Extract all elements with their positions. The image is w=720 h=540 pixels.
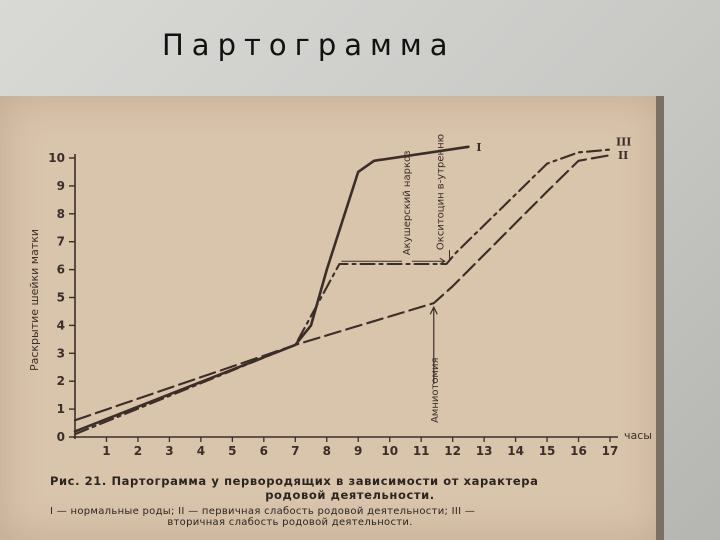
- x-tick-label: 12: [444, 444, 461, 458]
- y-tick-label: 3: [56, 346, 65, 361]
- series-line-II: [75, 155, 610, 420]
- annotation-oxytocin: Окситоцин в-утренню: [435, 133, 447, 251]
- y-tick-label: 8: [56, 206, 65, 221]
- caption-title-continued: родовой деятельности.: [265, 488, 435, 502]
- x-tick-label: 6: [259, 444, 269, 458]
- y-tick-label: 1: [56, 402, 65, 417]
- x-tick-label: 17: [601, 444, 619, 458]
- y-tick-label: 10: [48, 151, 65, 165]
- x-tick-label: 11: [412, 444, 430, 458]
- chart-ticks: [48, 151, 618, 458]
- x-tick-label: 9: [354, 444, 363, 458]
- chart-series: [75, 133, 632, 435]
- caption-legend-continued: вторичная слабость родовой деятельности.: [167, 517, 413, 528]
- y-tick-label: 5: [56, 290, 65, 305]
- y-tick-label: 0: [56, 430, 65, 444]
- x-tick-label: 13: [475, 444, 493, 458]
- series-label-I: I: [476, 140, 482, 154]
- x-tick-label: 1: [102, 444, 111, 458]
- x-tick-label: 8: [322, 444, 331, 458]
- x-tick-label: 2: [133, 444, 143, 458]
- series-line-III: [75, 150, 610, 435]
- x-tick-label: 4: [196, 444, 206, 458]
- y-tick-label: 9: [56, 178, 65, 193]
- chart-axes: [73, 154, 618, 439]
- x-tick-label: 7: [291, 444, 300, 458]
- y-tick-label: 7: [56, 234, 65, 249]
- x-axis-label: часы: [624, 429, 652, 442]
- y-tick-label: 4: [56, 318, 65, 333]
- x-tick-label: 5: [228, 444, 237, 458]
- series-label-II: II: [618, 149, 629, 163]
- x-tick-label: 16: [570, 444, 587, 458]
- x-tick-label: 10: [381, 444, 399, 458]
- caption-legend: I — нормальные роды; II — первичная слабость родовой деятельности; III —: [50, 506, 476, 517]
- y-tick-label: 2: [56, 374, 65, 389]
- x-tick-label: 3: [165, 444, 174, 458]
- annotation-amniotomy: Амниотомия: [429, 357, 441, 424]
- annotation-narcosis: Акушерский наркоз: [402, 150, 413, 256]
- x-tick-label: 14: [507, 444, 524, 458]
- chart-labels: [28, 229, 652, 442]
- slide-title: Партограмма: [162, 28, 456, 62]
- y-axis-label: Раскрытие шейки матки: [28, 228, 41, 372]
- figure-caption: [50, 474, 650, 528]
- y-tick-label: 6: [56, 262, 65, 277]
- caption-title: Рис. 21. Партограмма у первородящих в зависимости от характера: [50, 474, 539, 488]
- series-label-III: III: [616, 135, 632, 149]
- x-tick-label: 15: [538, 444, 556, 458]
